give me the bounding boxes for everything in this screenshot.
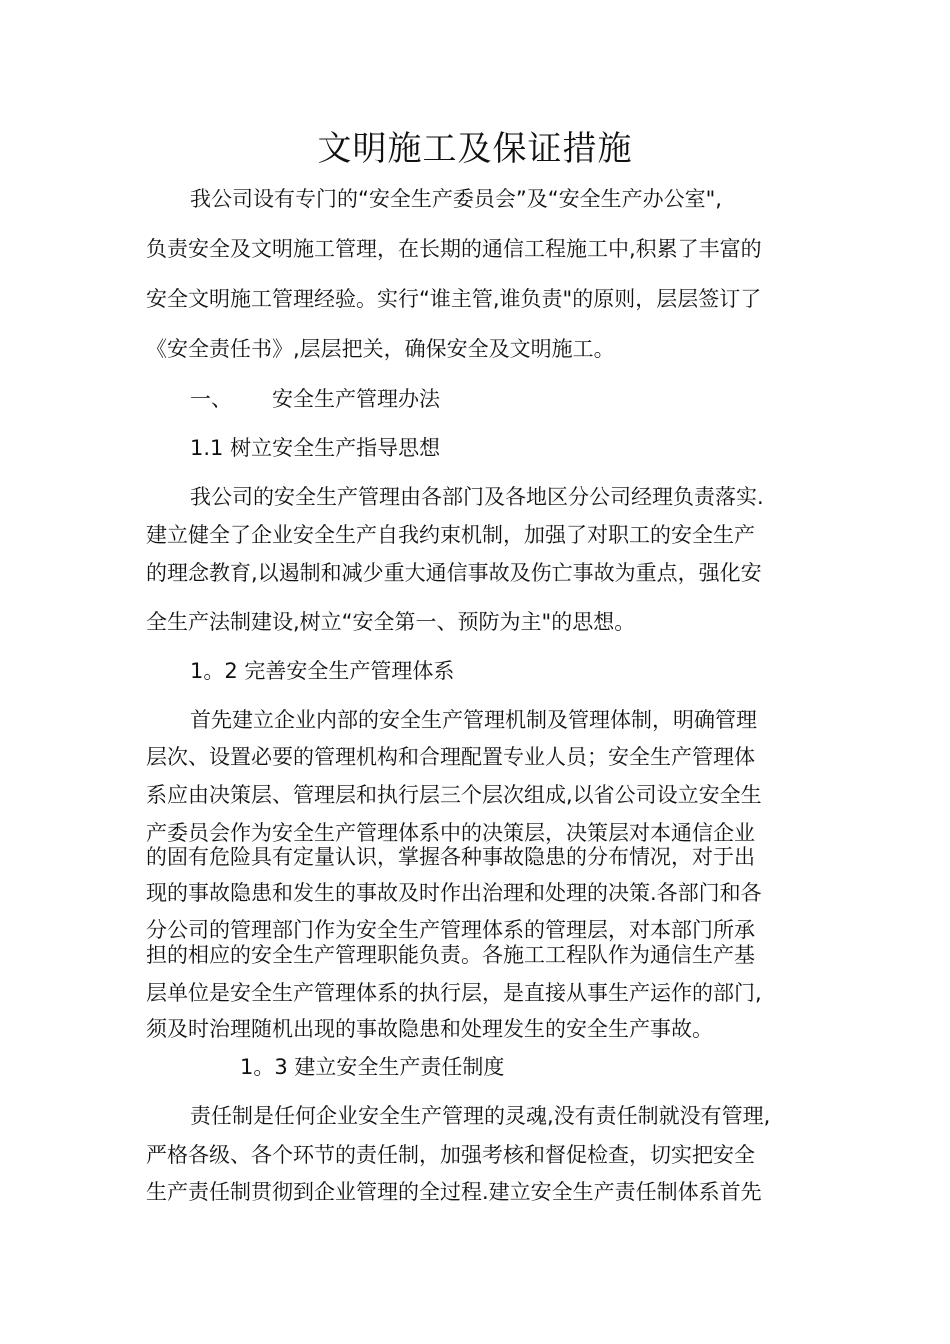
subsection-heading: 1.1 树立安全生产指导思想 <box>190 436 441 460</box>
paragraph-line: 生产责任制贯彻到企业管理的全过程.建立安全生产责任制体系首先 <box>146 1180 762 1204</box>
section-heading <box>190 384 440 414</box>
paragraph-line: 责任制是任何企业安全生产管理的灵魂,没有责任制就没有管理, <box>190 1104 771 1128</box>
paragraph-line: 全生产法制建设,树立“安全第一、预防为主"的思想。 <box>146 610 636 634</box>
paragraph-line: 首先建立企业内部的安全生产管理机制及管理体制，明确管理 <box>190 708 757 732</box>
document-title: 文明施工及保证措施 <box>317 129 633 169</box>
paragraph-line: 担的相应的安全生产管理职能负责。各施工工程队作为通信生产基 <box>146 943 755 967</box>
subsection-heading: 1。2 完善安全生产管理体系 <box>190 659 455 683</box>
paragraph-line: 分公司的管理部门作为安全生产管理体系的管理层，对本部门所承 <box>146 918 755 942</box>
paragraph-line: 层次、设置必要的管理机构和合理配置专业人员；安全生产管理体 <box>146 745 755 769</box>
intro-line: 安全文明施工管理经验。实行“谁主管,谁负责"的原则，层层签订了 <box>146 287 762 311</box>
paragraph-line: 须及时治理随机出现的事故隐患和处理发生的安全生产事故。 <box>146 1017 713 1041</box>
section-title: 安全生产管理办法 <box>272 387 440 411</box>
paragraph-line: 建立健全了企业安全生产自我约束机制，加强了对职工的安全生产 <box>146 523 755 547</box>
intro-line: 我公司设有专门的“安全生产委员会”及“安全生产办公室", <box>190 187 722 211</box>
intro-line: 负责安全及文明施工管理，在长期的通信工程施工中,积累了丰富的 <box>146 237 762 261</box>
paragraph-line: 层单位是安全生产管理体系的执行层，是直接从事生产运作的部门, <box>146 981 762 1005</box>
paragraph-line: 严格各级、各个环节的责任制，加强考核和督促检查，切实把安全 <box>146 1143 755 1167</box>
intro-line: 《安全责任书》,层层把关，确保安全及文明施工。 <box>146 337 615 361</box>
paragraph-line: 的理念教育,以遏制和减少重大通信事故及伤亡事故为重点，强化安 <box>146 561 762 585</box>
subsection-heading: 1。3 建立安全生产责任制度 <box>240 1055 505 1079</box>
paragraph-line: 的固有危险具有定量认识，掌握各种事故隐患的分布情况，对于出 <box>146 845 755 869</box>
paragraph-line: 现的事故隐患和发生的事故及时作出治理和处理的决策.各部门和各 <box>146 881 762 905</box>
section-number: 一、 <box>190 387 232 411</box>
paragraph-line: 我公司的安全生产管理由各部门及各地区分公司经理负责落实. <box>190 485 764 509</box>
paragraph-line: 系应由决策层、管理层和执行层三个层次组成,以省公司设立安全生 <box>146 783 762 807</box>
paragraph-line: 产委员会作为安全生产管理体系中的决策层，决策层对本通信企业 <box>146 821 755 845</box>
